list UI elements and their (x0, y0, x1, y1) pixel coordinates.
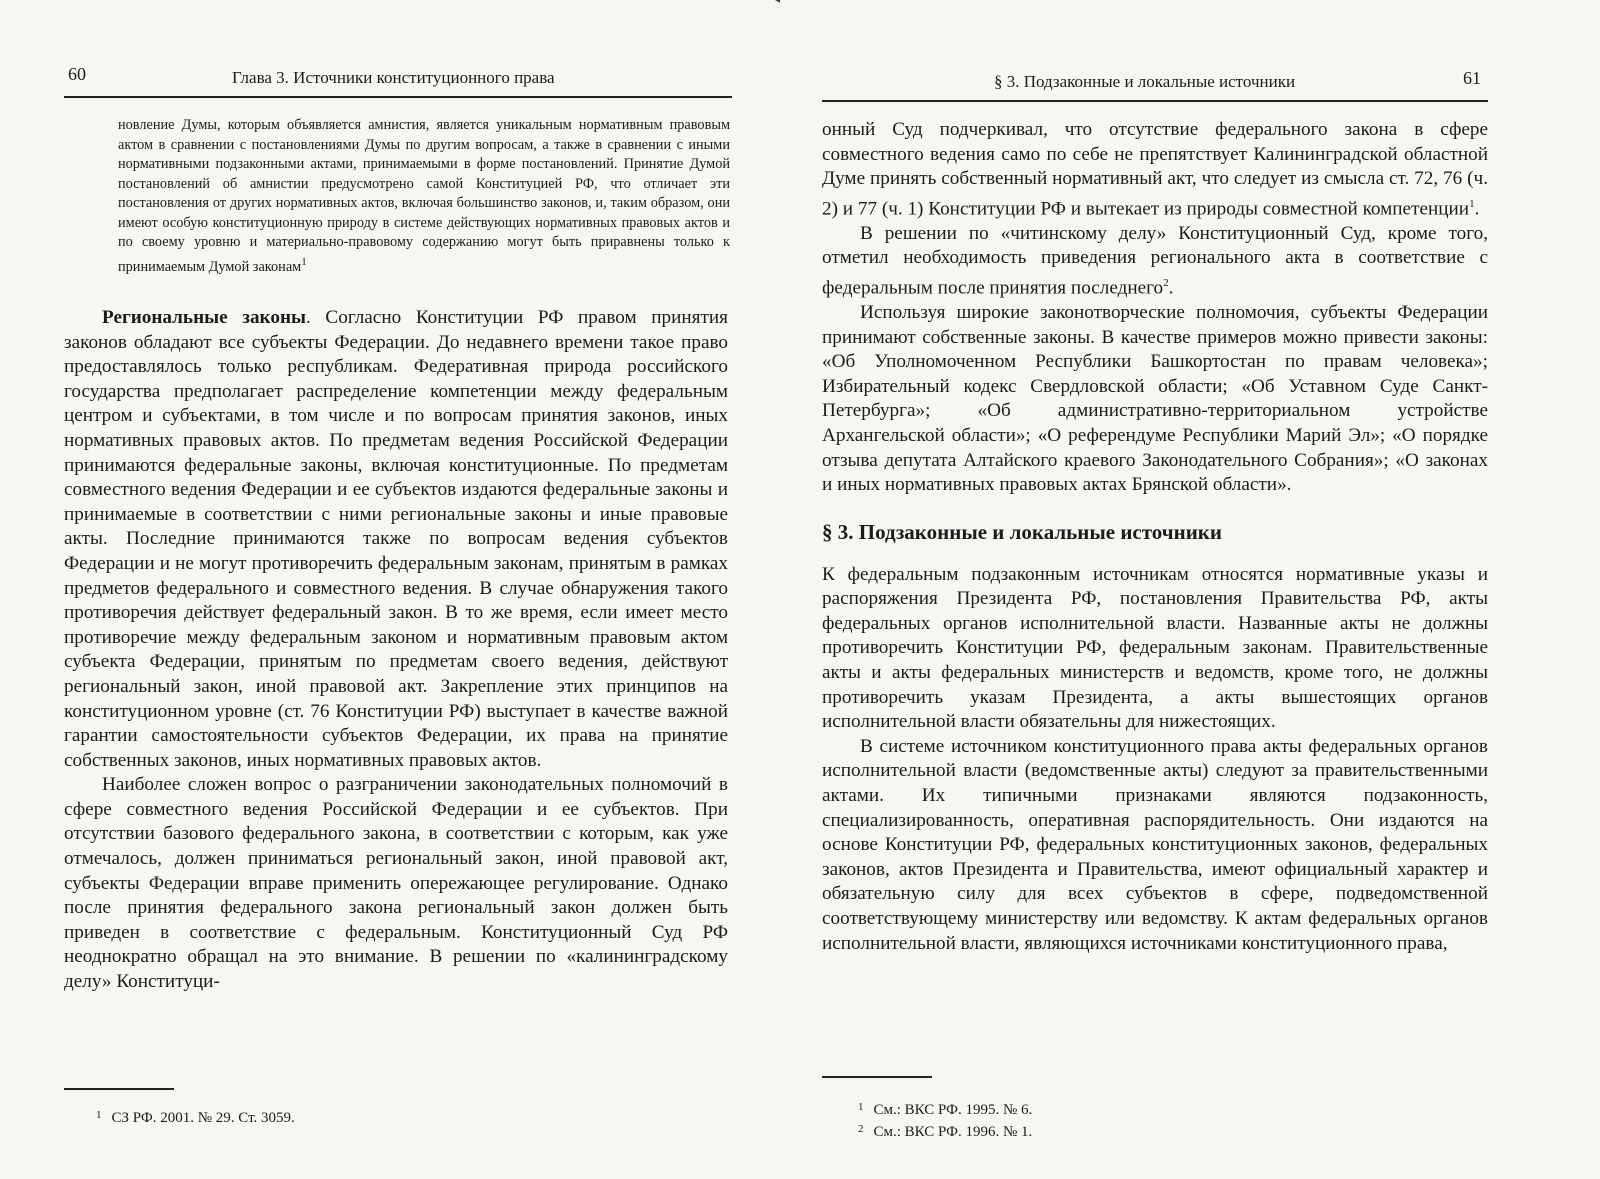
paragraph: В решении по «читинскому делу» Конституционный Суд, кроме того, отметил необходимость приведения регионального акта в соответствие с федеральным после принятия последнего$^2$. (822, 222, 1488, 299)
main-text (822, 118, 1488, 956)
paragraph: В системе источником конституционного права акты федеральных органов исполнительной власти (ведомственные акты) следуют за правительственными актами. Их типичными признаками являются подзаконность, специализированность, оперативная распорядительность. Они издаются на основе Конституции РФ, федеральных конституционных законов, федеральных законов, актов Президента и Правительства, имеют официальный характер и обязательную силу для всех субъектов в сфере, подведомственной соответствующему министерству или ведомству. К актам федеральных органов исполнительной власти, являющихся источниками конституционного права, (822, 735, 1488, 954)
footnote-ref: 2 (1163, 276, 1169, 289)
footnote-mark: 1 (96, 1109, 102, 1121)
left-page (0, 0, 780, 1179)
quote-text: новление Думы, которым объявляется амнистия, является уникальным нормативным правовым актом в сравнении с постановлениями Думы по другим вопросам, а также в сравнении с иными нормативными подзаконными актами, принимаемыми в форме постановлений. Принятие Думой постановлений об амнистии предусмотрено самой Конституцией РФ, что отличает эти постановления от других нормативных актов, включая большинство законов, и, таким образом, они имеют особую конституционную природу в системе действующих нормативных правовых актов и по своему уровню и материально-правовому содержанию могут быть приравнены только к принимаемым Думой законам (118, 117, 730, 275)
header-rule (822, 100, 1488, 102)
footnote-rule (822, 1076, 932, 1078)
footnote-ref: 1 (301, 255, 307, 268)
page-number: 61 (1463, 68, 1481, 88)
footnote-rule (64, 1088, 174, 1090)
running-head: Глава 3. Источники конституционного права (232, 68, 555, 87)
right-page (780, 0, 1600, 1179)
footnote-ref: 1 (1469, 197, 1475, 210)
footnote-mark: 1 (858, 1101, 864, 1113)
footnote: $^2$ См.: ВКС РФ. 1996. № 1. (858, 1123, 1033, 1140)
quote-block (118, 116, 730, 277)
paragraph: Региональные законы. Согласно Конституции РФ правом принятия законов обладают все субъекты Федерации. До недавнего времени такое право предоставлялось только республикам. Федеративная природа российского государства предполагает распределение компетенции между федеральным центром и субъектами, в том числе и по вопросам принятия законов, иных нормативных правовых актов. По предметам ведения Российской Федерации принимаются федеральные законы, включая конституционные. По предметам совместного ведения Федерации и ее субъектов издаются федеральные законы и принимаемые в соответствии с ними региональные законы и иные правовые акты. Последние принимаются также по вопросам ведения субъектов Федерации и не могут противоречить федеральным законам, принятым в рамках предметов федерального и совместного ведения. В случае обнаружения такого противоречия действует федеральный закон. В то же время, если имеет место противоречие между федеральным законом и нормативным правовым актом субъекта Федерации, принятым по предметам своего ведения, действуют региональный закон, иной правовой акт. Закрепление этих принципов на конституционном уровне (ст. 76 Конституции РФ) выступает в качестве важной гарантии самостоятельности субъектов Федерации, их права на принятие собственных законов, иных нормативных правовых актов. (64, 307, 728, 771)
footnote: $^1$ См.: ВКС РФ. 1995. № 6. (858, 1101, 1033, 1118)
footnote: $^1$ СЗ РФ. 2001. № 29. Ст. 3059. (96, 1109, 295, 1126)
section-heading: § 3. Подзаконные и локальные источники (822, 519, 1222, 544)
paragraph: Наиболее сложен вопрос о разграничении законодательных полномочий в сфере совместного ведения Российской Федерации и ее субъектов. При отсутствии базового федерального закона, в соответствии с которым, как уже отмечалось, должен приниматься региональный закон, иной правовой акт, субъекты Федерации вправе применить опережающее регулирование. Однако после принятия федерального закона региональный закон должен быть приведен в соответствие с федеральным. Конституционный Суд РФ неоднократно обращал на это внимание. В решении по «калининградскому делу» Конституци- (64, 774, 728, 993)
paragraph: Используя широкие законотворческие полномочия, субъекты Федерации принимают собственные законы. В качестве примеров можно привести законы: «Об Уполномоченном Республики Башкортостан по правам человека»; Избирательный кодекс Свердловской области; «Об Уставном Суде Санкт-Петербурга»; «Об административно-территориальном устройстве Архангельской области»; «О референдуме Республики Марий Эл»; «О порядке отзыва депутата Алтайского краевого Законодательного Собрания»; «О законах и иных нормативных правовых актах Брянской области». (822, 301, 1488, 496)
header-rule (64, 96, 732, 98)
paragraph: К федеральным подзаконным источникам относятся нормативные указы и распоряжения Президента РФ, постановления Правительства РФ, акты федеральных органов исполнительной власти. Названные акты не должны противоречить Конституции РФ, федеральным законам. Правительственные акты и акты федеральных министерств и ведомств, кроме того, не должны противоречить указам Президента, а акты вышестоящих органов исполнительной власти обязательны для нижестоящих. (822, 563, 1488, 733)
paragraph-lead: Региональные законы (102, 307, 306, 328)
paragraph: онный Суд подчеркивал, что отсутствие федерального закона в сфере совместного ведения само по себе не препятствует Калининградской областной Думе принять собственный нормативный акт, что следует из смысла ст. 72, 76 (ч. 2) и 77 (ч. 1) Конституции РФ и вытекает из природы совместной компетенции$^1$. (822, 119, 1488, 220)
footnote-mark: 2 (858, 1123, 864, 1135)
running-head: § 3. Подзаконные и локальные источники (994, 72, 1296, 91)
main-text (64, 306, 728, 995)
page-number: 60 (68, 64, 86, 84)
